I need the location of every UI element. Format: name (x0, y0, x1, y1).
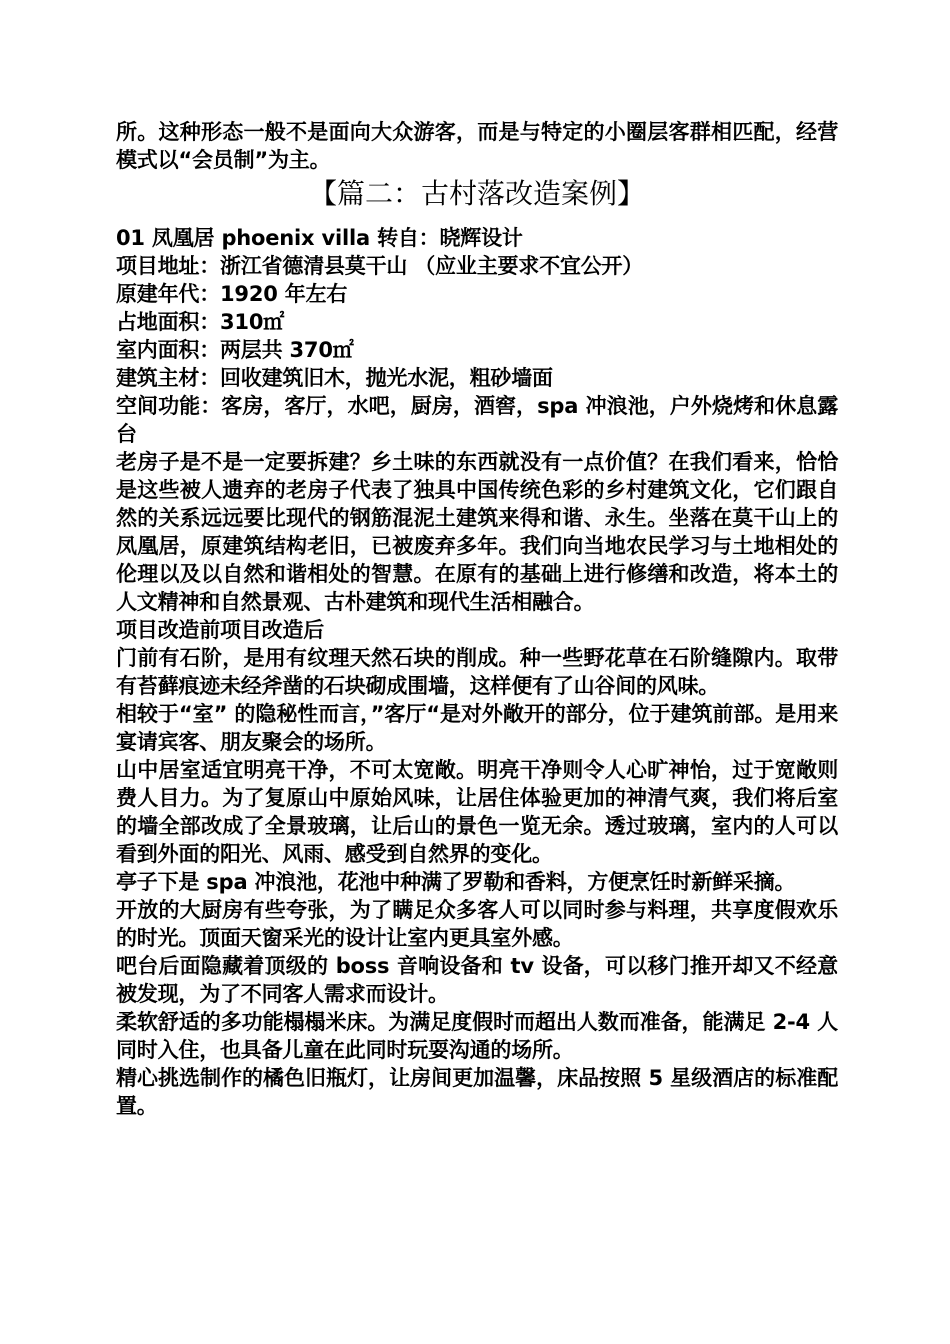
meta-address: 项目地址：浙江省德清县莫干山 （应业主要求不宜公开） (116, 254, 644, 278)
body-paragraph: 项目改造前项目改造后 (116, 618, 324, 642)
body-paragraph: 门前有石阶，是用有纹理天然石块的削成。种一些野花草在石阶缝隙内。取带有苔藓痕迹未经斧凿的石块砌成围墙，这样便有了山谷间的风味。 (116, 646, 838, 698)
body-paragraph: 柔软舒适的多功能榻榻米床。为满足度假时而超出人数而准备，能满足 2-4 人同时入住，也具备儿童在此同时玩耍沟通的场所。 (116, 1010, 838, 1062)
document-page (116, 118, 838, 1120)
intro-paragraph: 所。这种形态一般不是面向大众游客，而是与特定的小圈层客群相匹配，经营模式以“会员制”为主。 (116, 120, 838, 172)
body-paragraph: 亭子下是 spa 冲浪池，花池中种满了罗勒和香料，方便烹饪时新鲜采摘。 (116, 870, 796, 894)
meta-land-area: 占地面积：310㎡ (116, 310, 285, 334)
body-paragraph: 精心挑选制作的橘色旧瓶灯，让房间更加温馨，床品按照 5 星级酒店的标准配置。 (116, 1066, 838, 1118)
body-paragraph: 老房子是不是一定要拆建？乡土味的东西就没有一点价值？在我们看来，恰恰是这些被人遗弃的老房子代表了独具中国传统色彩的乡村建筑文化，它们跟自然的关系远远要比现代的钢筋混泥土建筑来得和谐、永生。坐落在莫干山上的凤凰居，原建筑结构老旧，已被废弃多年。我们向当地农民学习与土地相处的伦理以及以自然和谐相处的智慧。在原有的基础上进行修缮和改造，将本土的人文精神和自然景观、古朴建筑和现代生活相融合。 (116, 450, 838, 614)
meta-indoor-area: 室内面积：两层共 370㎡ (116, 338, 354, 362)
section-title: 【篇二：古村落改造案例】 (308, 177, 645, 210)
body-paragraph: 相较于“室” 的隐秘性而言，”客厅“是对外敞开的部分，位于建筑前部。是用来宴请宾客、朋友聚会的场所。 (116, 702, 838, 754)
body-paragraph: 吧台后面隐藏着顶级的 boss 音响设备和 tv 设备，可以移门推开却又不经意被发现，为了不同客人需求而设计。 (116, 954, 838, 1006)
body-paragraph: 开放的大厨房有些夸张，为了瞒足众多客人可以同时参与料理，共享度假欢乐的时光。顶面天窗采光的设计让室内更具室外感。 (116, 898, 838, 950)
meta-functions: 空间功能：客房，客厅，水吧，厨房，酒窖，spa 冲浪池，户外烧烤和休息露台 (116, 394, 838, 446)
meta-materials: 建筑主材：回收建筑旧木，抛光水泥，粗砂墙面 (116, 366, 553, 390)
meta-source: 01 凤凰居 phoenix villa 转自：晓辉设计 (116, 226, 523, 250)
meta-year: 原建年代：1920 年左右 (116, 282, 348, 306)
body-paragraph: 山中居室适宜明亮干净，不可太宽敞。明亮干净则令人心旷神怡，过于宽敞则费人目力。为了复原山中原始风味，让居住体验更加的神清气爽，我们将后室的墙全部改成了全景玻璃，让后山的景色一览无余。透过玻璃，室内的人可以看到外面的阳光、风雨、感受到自然界的变化。 (116, 758, 838, 866)
